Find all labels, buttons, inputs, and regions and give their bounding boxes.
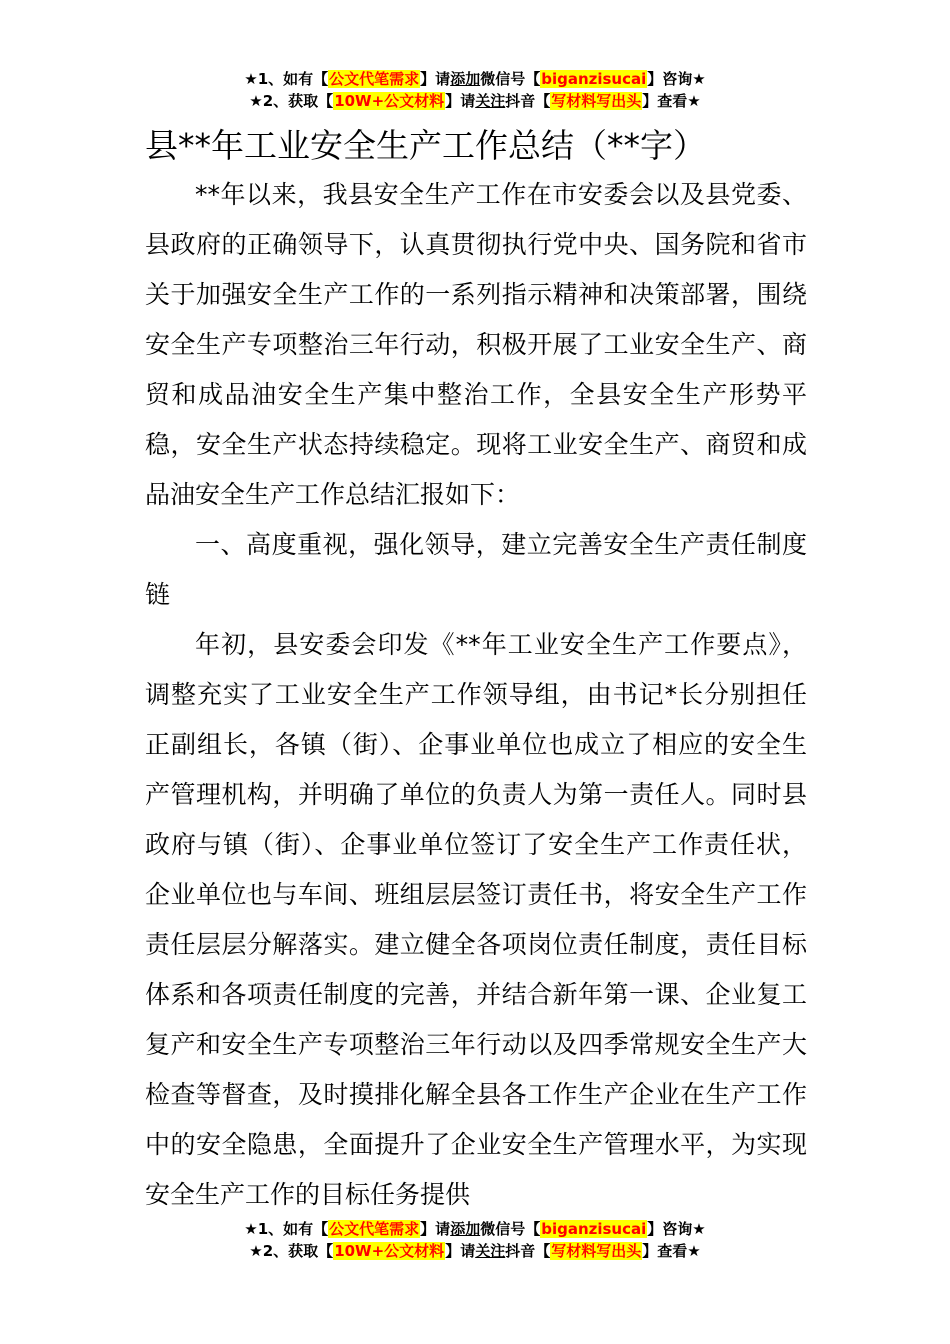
footer-promo-banner	[0, 1218, 950, 1262]
promo-text: ★2、获取【	[249, 92, 334, 110]
promo-line-1	[0, 68, 950, 90]
promo-text: 微信号【	[480, 1220, 541, 1238]
document-title: 县**年工业安全生产工作总结（**字）	[145, 126, 706, 165]
document-body	[145, 170, 807, 1220]
promo-text: ★2、获取【	[249, 1242, 334, 1260]
promo-text: ★1、如有【	[244, 70, 329, 88]
promo-text: 抖音【	[505, 1242, 551, 1260]
promo-text: 抖音【	[505, 92, 551, 110]
paragraph: 年初，县安委会印发《**年工业安全生产工作要点》，调整充实了工业安全生产工作领导组，由书记*长分别担任正副组长，各镇（街）、企事业单位也成立了相应的安全生产管理机构，并明确了单位的负责人为第一责任人。同时县政府与镇（街）、企事业单位签订了安全生产工作责任状，企业单位也与车间、班组层层签订责任书，将安全生产工作责任层层分解落实。建立健全各项岗位责任制度，责任目标体系和各项责任制度的完善，并结合新年第一课、企业复工复产和安全生产专项整治三年行动以及四季常规安全生产大检查等督查，及时摸排化解全县各工作生产企业在生产工作中的安全隐患，全面提升了企业安全生产管理水平，为实现安全生产工作的目标任务提供	[145, 630, 807, 1209]
promo-text: 微信号【	[480, 70, 541, 88]
promo-highlight: 写材料写出头	[551, 92, 642, 110]
promo-text: 】查看★	[642, 1242, 701, 1260]
header-promo-banner	[0, 68, 950, 112]
promo-text: 】请	[445, 1242, 476, 1260]
promo-underline: 添加	[450, 70, 481, 88]
promo-highlight: biganzisucai	[541, 70, 647, 88]
promo-highlight: 10W+公文材料	[334, 1242, 445, 1260]
promo-text: 】请	[420, 70, 451, 88]
promo-underline: 关注	[475, 92, 506, 110]
promo-text: 】查看★	[642, 92, 701, 110]
promo-highlight: 10W+公文材料	[334, 92, 445, 110]
promo-underline: 关注	[475, 1242, 506, 1260]
promo-highlight: 写材料写出头	[551, 1242, 642, 1260]
section-heading: 一、高度重视，强化领导，建立完善安全生产责任制度链	[145, 530, 807, 609]
promo-line-2	[0, 90, 950, 112]
promo-highlight: 公文代笔需求	[329, 70, 420, 88]
promo-highlight: 公文代笔需求	[329, 1220, 420, 1238]
promo-highlight: biganzisucai	[541, 1220, 647, 1238]
paragraph: **年以来，我县安全生产工作在市安委会以及县党委、县政府的正确领导下，认真贯彻执行党中央、国务院和省市关于加强安全生产工作的一系列指示精神和决策部署，围绕安全生产专项整治三年行动，积极开展了工业安全生产、商贸和成品油安全生产集中整治工作，全县安全生产形势平稳，安全生产状态持续稳定。现将工业安全生产、商贸和成品油安全生产工作总结汇报如下：	[145, 180, 807, 509]
promo-line-2	[0, 1240, 950, 1262]
promo-line-1	[0, 1218, 950, 1240]
promo-underline: 添加	[450, 1220, 481, 1238]
promo-text: 】请	[445, 92, 476, 110]
promo-text: 】请	[420, 1220, 451, 1238]
promo-text: ★1、如有【	[244, 1220, 329, 1238]
promo-text: 】咨询★	[647, 1220, 706, 1238]
promo-text: 】咨询★	[647, 70, 706, 88]
